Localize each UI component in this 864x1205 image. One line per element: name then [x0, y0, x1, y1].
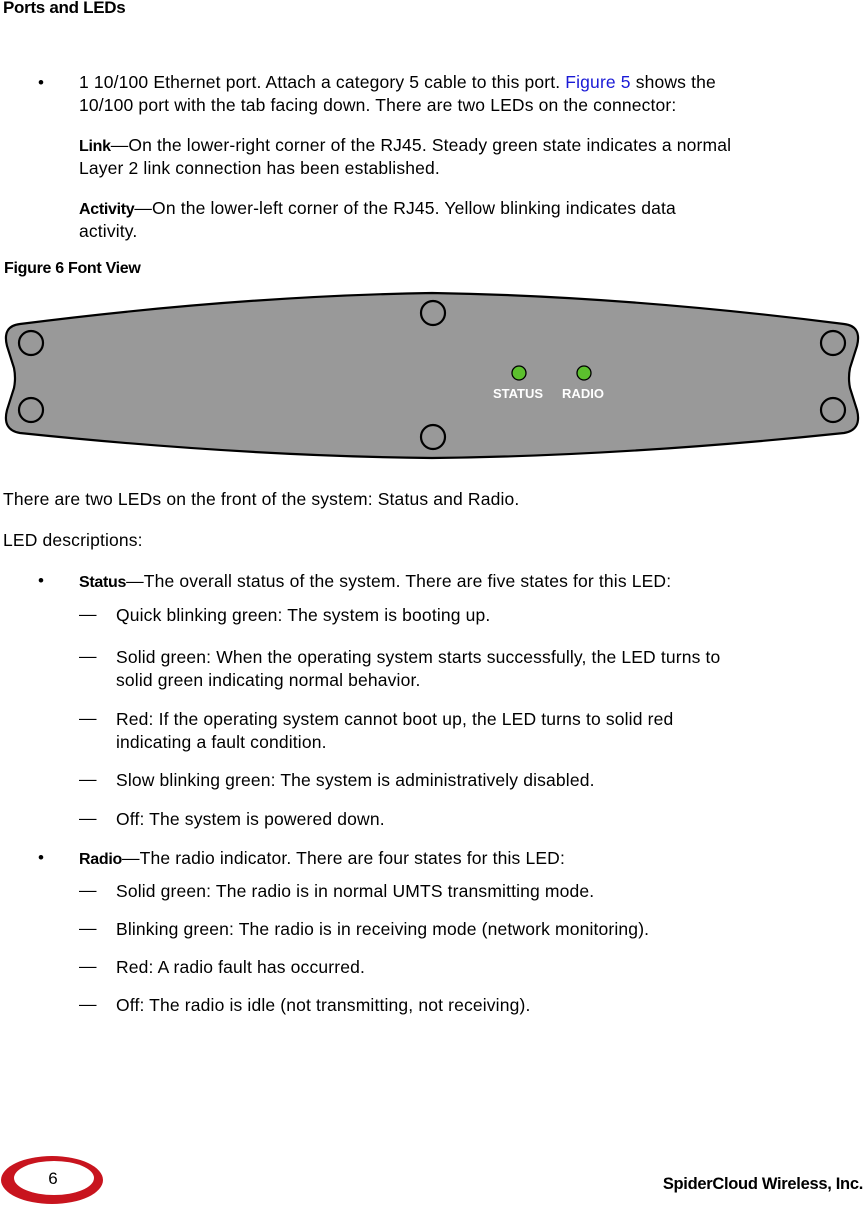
- activity-desc-line-2: activity.: [79, 221, 138, 241]
- radio-led-intro: [79, 847, 565, 871]
- radio-state-4: Off: The radio is idle (not transmitting, not receiving).: [116, 995, 531, 1015]
- dash-marker: —: [79, 769, 97, 789]
- screw-bottom-left: [19, 398, 43, 422]
- dash-marker: —: [79, 808, 97, 828]
- radio-state-3: Red: A radio fault has occurred.: [116, 957, 365, 977]
- bullet-marker: •: [38, 571, 44, 590]
- figure-caption: Figure 6 Font View: [4, 260, 141, 277]
- status-state-4: Slow blinking green: The system is administratively disabled.: [116, 770, 595, 790]
- status-state-3-line-2: indicating a fault condition.: [116, 732, 327, 752]
- link-desc-line-1: [79, 134, 731, 158]
- radio-led: [577, 366, 591, 380]
- radio-state-2: Blinking green: The radio is in receiving mode (network monitoring).: [116, 919, 650, 939]
- link-desc-line-2: Layer 2 link connection has been established.: [79, 158, 440, 178]
- radio-state-1: Solid green: The radio is in normal UMTS transmitting mode.: [116, 881, 595, 901]
- activity-text-1: —On the lower-left corner of the RJ45. Yellow blinking indicates data: [134, 198, 676, 218]
- status-state-1: Quick blinking green: The system is booting up.: [116, 605, 491, 625]
- dash-marker: —: [79, 604, 97, 624]
- status-state-2-line-2: solid green indicating normal behavior.: [116, 670, 421, 690]
- bullet-marker: •: [38, 73, 44, 92]
- screw-bottom-center: [421, 425, 445, 449]
- status-led-intro: [79, 570, 671, 594]
- status-state-2-line-1: Solid green: When the operating system starts successfully, the LED turns to: [116, 647, 721, 667]
- dash-marker: —: [79, 918, 97, 938]
- activity-label: Activity: [79, 201, 135, 218]
- screw-top-left: [19, 331, 43, 355]
- ethernet-text-2: shows the: [635, 72, 716, 92]
- radio-text: —The radio indicator. There are four states for this LED:: [121, 848, 565, 868]
- dash-marker: —: [79, 956, 97, 976]
- dash-marker: —: [79, 880, 97, 900]
- section-title: Ports and LEDs: [3, 0, 126, 17]
- status-led-label: STATUS: [492, 386, 544, 401]
- link-text-1: —On the lower-right corner of the RJ45. Steady green state indicates a normal: [110, 135, 732, 155]
- screw-top-right: [821, 331, 845, 355]
- radio-led-label: RADIO: [562, 386, 604, 401]
- radio-label: Radio: [79, 851, 122, 868]
- front-panel-illustration: [0, 288, 864, 464]
- status-state-3-line-1: Red: If the operating system cannot boot up, the LED turns to solid red: [116, 709, 674, 729]
- dash-marker: —: [79, 708, 97, 728]
- dash-marker: —: [79, 646, 97, 666]
- bullet-marker: •: [38, 848, 44, 867]
- front-leds-summary: There are two LEDs on the front of the system: Status and Radio.: [3, 489, 520, 509]
- screw-top-center: [421, 301, 445, 325]
- figure-5-link[interactable]: Figure 5: [565, 72, 631, 92]
- ethernet-line-1: [79, 71, 716, 94]
- status-text: —The overall status of the system. There are five states for this LED:: [126, 571, 672, 591]
- screw-bottom-right: [821, 398, 845, 422]
- dash-marker: —: [79, 994, 97, 1014]
- status-label: Status: [79, 574, 127, 591]
- page-number: 6: [48, 1169, 58, 1188]
- page-number-badge: [0, 1155, 110, 1205]
- company-name: SpiderCloud Wireless, Inc.: [662, 1175, 863, 1193]
- ethernet-line-2: 10/100 port with the tab facing down. There are two LEDs on the connector:: [79, 95, 677, 115]
- status-state-5: Off: The system is powered down.: [116, 809, 385, 829]
- status-led: [512, 366, 526, 380]
- activity-desc-line-1: [79, 197, 676, 221]
- led-descriptions-heading: LED descriptions:: [3, 530, 143, 550]
- ethernet-text-1: 1 10/100 Ethernet port. Attach a category 5 cable to this port.: [79, 72, 561, 92]
- link-label: Link: [79, 138, 111, 155]
